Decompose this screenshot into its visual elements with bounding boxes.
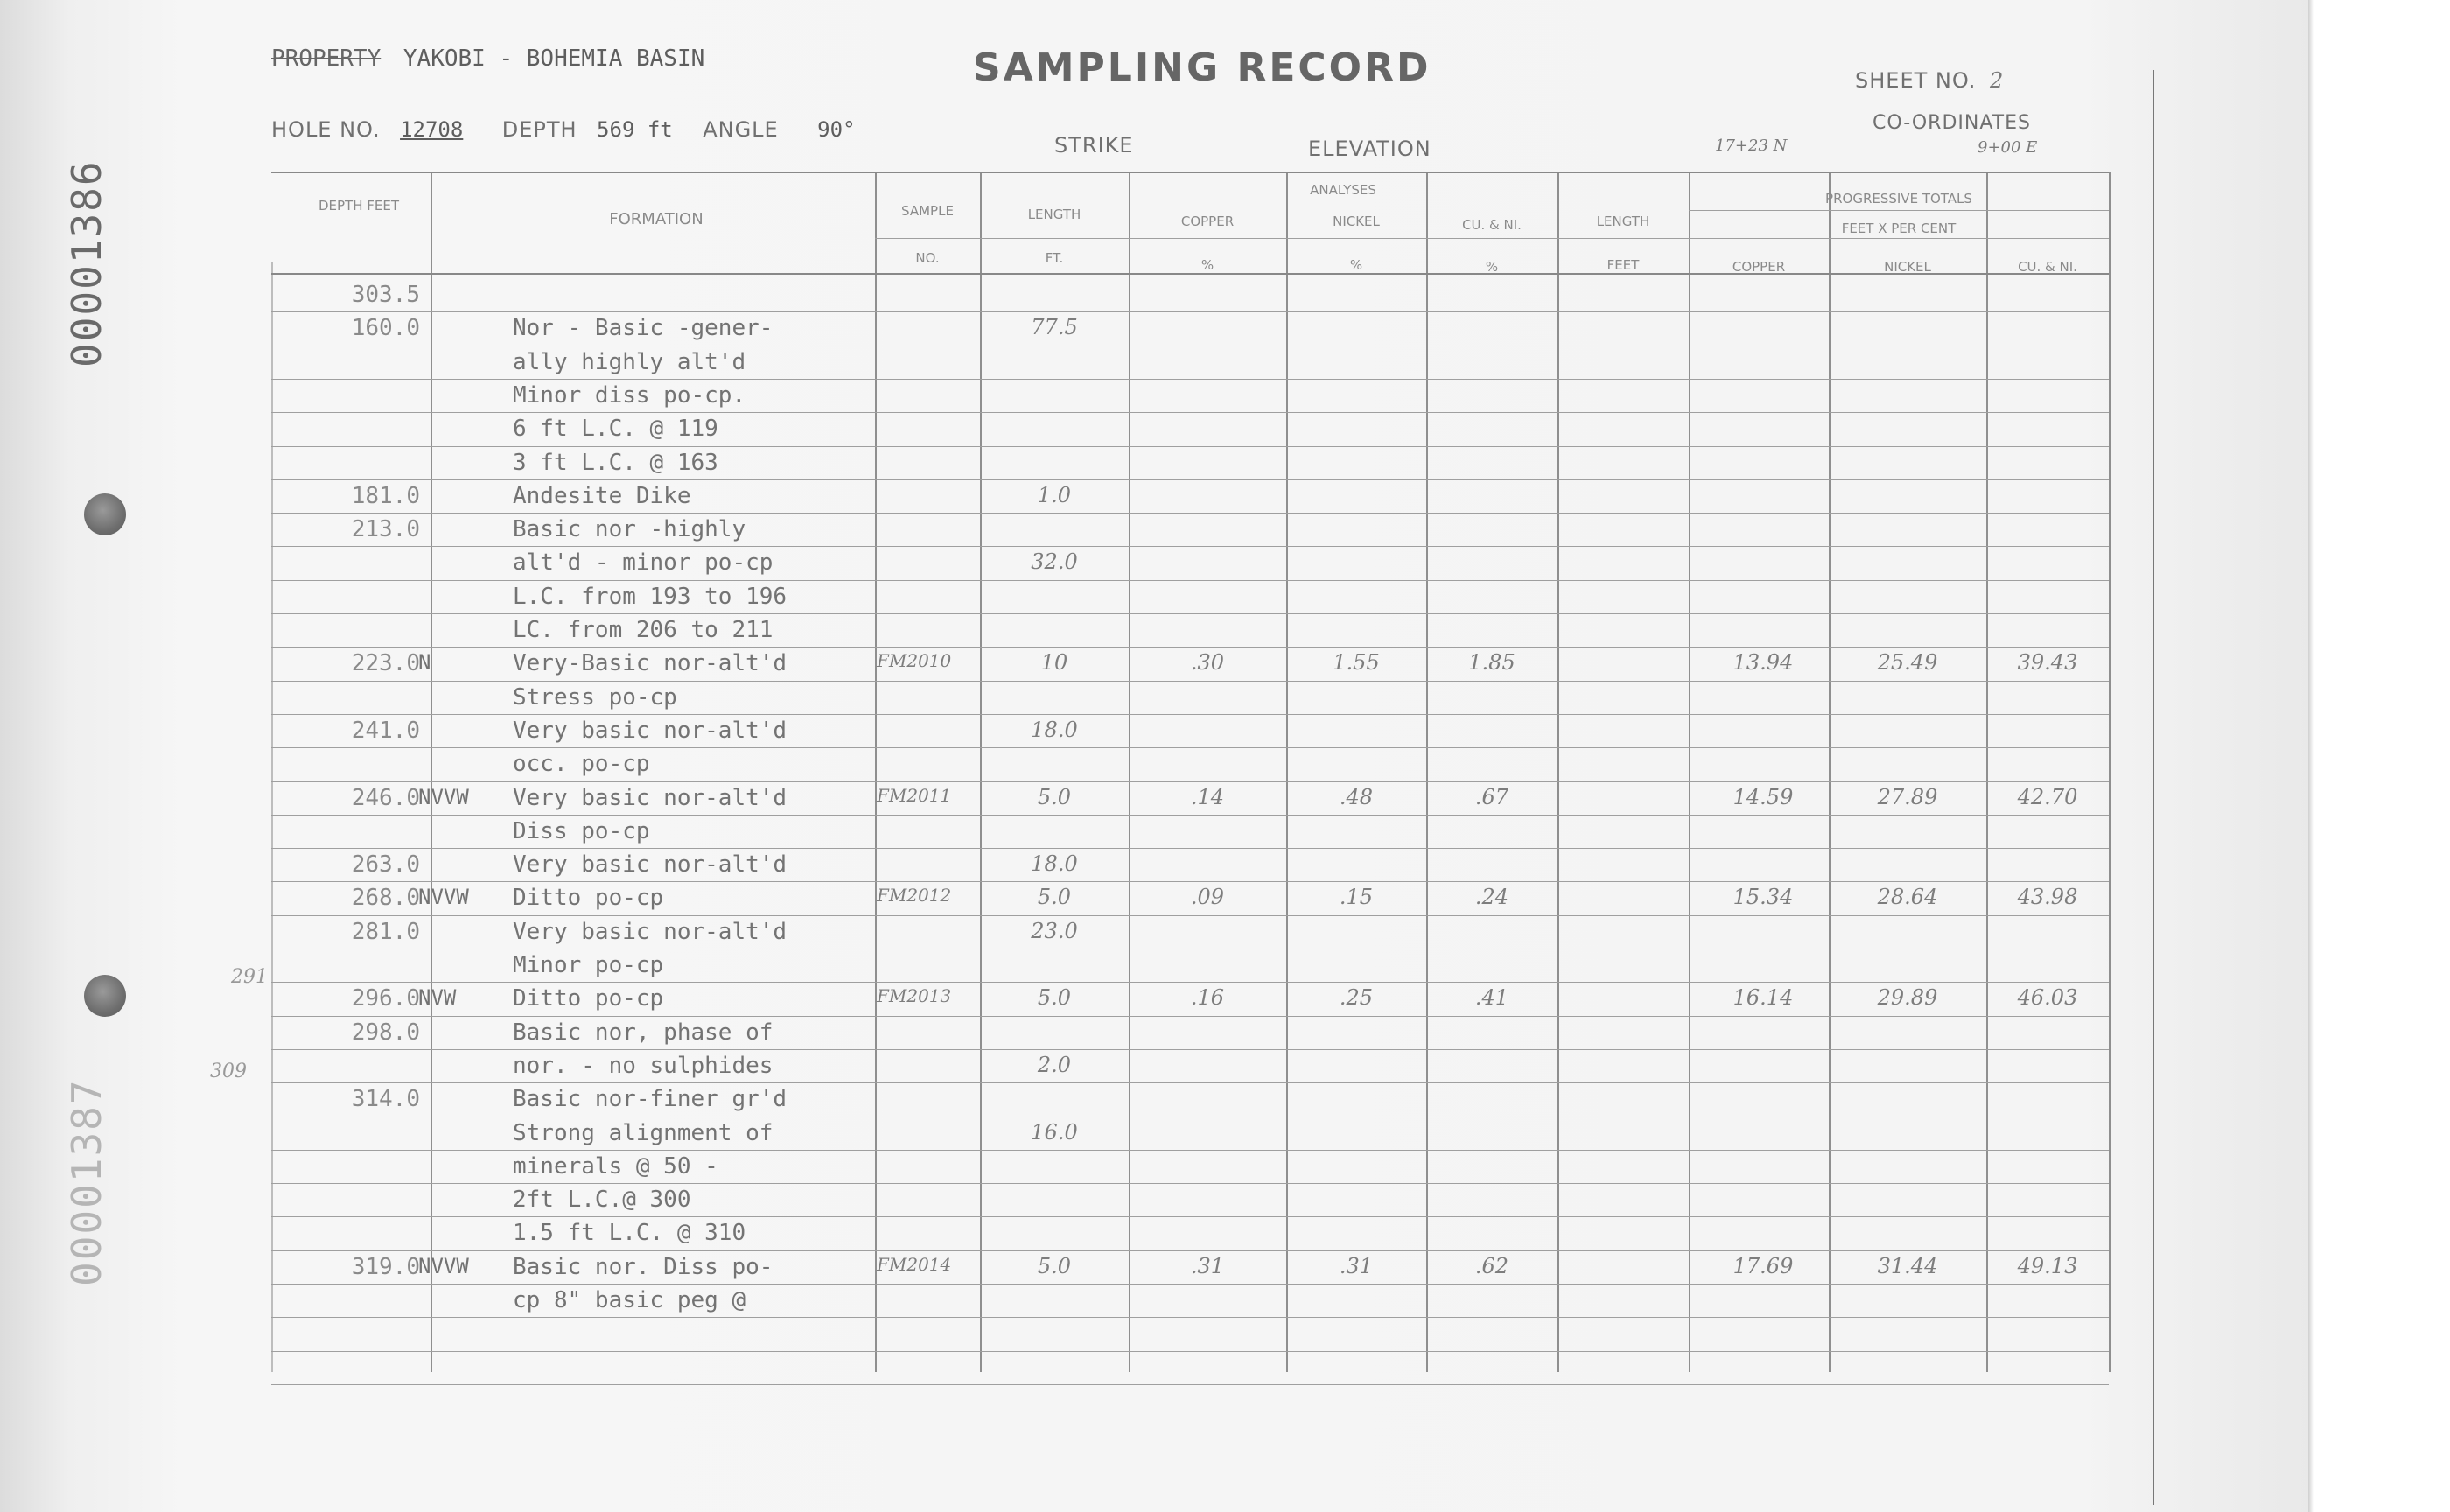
table-row-rule bbox=[271, 1116, 2109, 1117]
hole-value: 12708 bbox=[400, 117, 464, 142]
table-cell-formation: Very basic nor-alt'd bbox=[513, 784, 788, 811]
table-cell-depth: 298.0 bbox=[351, 1018, 420, 1046]
table-cell-pcu: 15.34 bbox=[1732, 885, 1794, 910]
table-cell-formation: nor. - no sulphides bbox=[513, 1052, 774, 1079]
depth-label: DEPTH bbox=[501, 117, 578, 142]
col-formation: FORMATION bbox=[609, 210, 704, 228]
table-row-rule bbox=[271, 546, 2109, 547]
table-cell-depth: 281.0 bbox=[351, 918, 420, 945]
table-row-rule bbox=[271, 714, 2109, 715]
table-cell-formation: Nor - Basic -gener- bbox=[513, 315, 774, 342]
grid-column-rule bbox=[980, 172, 982, 1372]
property-label: PROPERTY bbox=[271, 46, 382, 72]
table-row-rule bbox=[271, 379, 2109, 380]
table-row-rule bbox=[271, 1016, 2109, 1017]
sheet-value: 2 bbox=[1990, 68, 2004, 93]
grid-column-rule bbox=[430, 172, 432, 1372]
col-cuni-sub: % bbox=[1485, 259, 1499, 275]
table-cell-length: 16.0 bbox=[1031, 1119, 1078, 1144]
table-cell-pni: 29.89 bbox=[1877, 985, 1938, 1011]
table-cell-formation: Very basic nor-alt'd bbox=[513, 851, 788, 878]
table-cell-code: NVVW bbox=[418, 1253, 469, 1278]
table-cell-code: NVVW bbox=[418, 784, 469, 809]
table-row-rule bbox=[271, 815, 2109, 816]
col-copper-sub: % bbox=[1200, 257, 1214, 273]
table-row-rule bbox=[271, 580, 2109, 581]
table-row-rule bbox=[271, 948, 2109, 949]
table-cell-cu: .30 bbox=[1190, 650, 1225, 676]
col-prog-cuni: CU. & NI. bbox=[2018, 259, 2077, 275]
grid-column-rule bbox=[1986, 172, 1988, 1372]
table-row-rule bbox=[271, 446, 2109, 447]
grid-column-rule bbox=[1829, 172, 1830, 1372]
table-cell-formation: Minor diss po-cp. bbox=[513, 382, 746, 409]
table-cell-sample: FM2010 bbox=[877, 650, 952, 672]
margin-note-309: 309 bbox=[210, 1060, 247, 1082]
table-cell-formation: Basic nor -highly bbox=[513, 516, 746, 543]
property-value: YAKOBI - BOHEMIA BASIN bbox=[402, 46, 705, 72]
table-row-rule bbox=[271, 1082, 2109, 1083]
table-cell-pcuni: 43.98 bbox=[2017, 885, 2078, 910]
col-progressive-sub: FEET X PER CENT bbox=[1841, 220, 1956, 236]
table-cell-formation: LC. from 206 to 211 bbox=[513, 617, 774, 643]
table-cell-length: 18.0 bbox=[1031, 851, 1078, 877]
strike-label: STRIKE bbox=[1054, 133, 1134, 158]
punch-hole-upper bbox=[84, 494, 126, 536]
sheet-label: SHEET NO. bbox=[1855, 68, 1977, 93]
table-cell-pcu: 14.59 bbox=[1732, 784, 1794, 809]
table-cell-pcu: 16.14 bbox=[1732, 985, 1794, 1011]
table-cell-code: N bbox=[418, 650, 431, 676]
table-cell-code: NVVW bbox=[418, 885, 469, 910]
col-prog-nickel: NICKEL bbox=[1884, 259, 1931, 275]
table-cell-cuni: .67 bbox=[1474, 784, 1509, 809]
table-cell-length: 10 bbox=[1040, 650, 1068, 676]
angle-value: 90° bbox=[817, 117, 856, 142]
page-right-rule bbox=[2152, 70, 2154, 1505]
table-cell-pcu: 13.94 bbox=[1732, 650, 1794, 676]
page-title: SAMPLING RECORD bbox=[973, 46, 1432, 90]
table-cell-depth: 268.0 bbox=[351, 885, 420, 912]
depth-value: 569 ft bbox=[597, 117, 673, 142]
coordinates-label: CO-ORDINATES bbox=[1872, 112, 2031, 134]
table-cell-depth: 314.0 bbox=[351, 1086, 420, 1113]
hole-info-line bbox=[271, 117, 856, 142]
table-cell-formation: Ditto po-cp bbox=[513, 885, 664, 912]
table-cell-length: 5.0 bbox=[1037, 1253, 1072, 1278]
table-cell-formation: Strong alignment of bbox=[513, 1119, 774, 1146]
hole-label: HOLE NO. bbox=[271, 117, 381, 142]
document-number-stamp: 00001386 bbox=[63, 159, 110, 368]
table-row-rule bbox=[271, 1150, 2109, 1151]
table-cell-formation: Basic nor-finer gr'd bbox=[513, 1086, 788, 1113]
table-cell-formation: Diss po-cp bbox=[513, 817, 650, 844]
table-cell-sample: FM2014 bbox=[877, 1253, 952, 1275]
table-cell-cu: .31 bbox=[1190, 1253, 1225, 1278]
table-cell-formation: minerals @ 50 - bbox=[513, 1152, 718, 1180]
table-cell-pni: 28.64 bbox=[1877, 885, 1938, 910]
table-cell-cuni: .24 bbox=[1474, 885, 1509, 910]
table-cell-pni: 27.89 bbox=[1877, 784, 1938, 809]
table-cell-ni: 1.55 bbox=[1333, 650, 1380, 676]
table-row-rule bbox=[271, 781, 2109, 782]
col-length2-sub: FEET bbox=[1606, 257, 1640, 273]
table-cell-depth: 160.0 bbox=[351, 315, 420, 342]
table-cell-formation: 2ft L.C.@ 300 bbox=[513, 1186, 691, 1214]
table-cell-depth: 296.0 bbox=[351, 985, 420, 1012]
col-prog-copper: COPPER bbox=[1732, 259, 1786, 275]
table-cell-length: 23.0 bbox=[1031, 918, 1078, 943]
table-cell-formation: L.C. from 193 to 196 bbox=[513, 583, 788, 610]
table-row-rule bbox=[271, 647, 2109, 648]
table-cell-formation: Stress po-cp bbox=[513, 683, 677, 710]
table-cell-cu: .16 bbox=[1190, 985, 1225, 1011]
table-row-rule bbox=[271, 982, 2109, 983]
table-cell-ni: .25 bbox=[1339, 985, 1374, 1011]
table-cell-cuni: .62 bbox=[1474, 1253, 1509, 1278]
table-cell-cuni: 1.85 bbox=[1468, 650, 1516, 676]
table-cell-cu: .14 bbox=[1190, 784, 1225, 809]
col-copper: COPPER bbox=[1180, 214, 1235, 229]
table-cell-pcu: 17.69 bbox=[1732, 1253, 1794, 1278]
table-cell-depth: 223.0 bbox=[351, 650, 420, 677]
table-cell-ni: .48 bbox=[1339, 784, 1374, 809]
table-cell-ni: .31 bbox=[1339, 1253, 1374, 1278]
table-cell-formation: Very basic nor-alt'd bbox=[513, 717, 788, 744]
coordinate-east: 9+00 E bbox=[1978, 138, 2038, 157]
table-row-rule bbox=[271, 1351, 2109, 1352]
table-cell-length: 5.0 bbox=[1037, 885, 1072, 910]
grid-column-rule bbox=[271, 262, 273, 1372]
table-cell-depth: 213.0 bbox=[351, 516, 420, 543]
table-cell-cu: .09 bbox=[1190, 885, 1225, 910]
table-cell-formation: Andesite Dike bbox=[513, 482, 691, 509]
document-number-stamp-faint: 00001387 bbox=[63, 1078, 110, 1286]
table-cell-ni: .15 bbox=[1339, 885, 1374, 910]
table-cell-pcuni: 49.13 bbox=[2017, 1253, 2078, 1278]
grid-header-rule bbox=[1689, 210, 2109, 211]
table-cell-depth: 241.0 bbox=[351, 717, 420, 744]
table-cell-length: 5.0 bbox=[1037, 784, 1072, 809]
table-cell-pni: 31.44 bbox=[1877, 1253, 1938, 1278]
grid-header-rule bbox=[271, 172, 2109, 173]
table-row-rule bbox=[271, 1049, 2109, 1050]
table-cell-formation: 1.5 ft L.C. @ 310 bbox=[513, 1220, 746, 1247]
col-depth: DEPTH FEET bbox=[318, 198, 400, 214]
table-cell-sample: FM2012 bbox=[877, 885, 952, 906]
col-sample: SAMPLE bbox=[901, 203, 954, 219]
grid-header-rule bbox=[875, 238, 2109, 239]
grid-column-rule bbox=[2109, 172, 2110, 1372]
grid-column-rule bbox=[1689, 172, 1690, 1372]
table-cell-length: 5.0 bbox=[1037, 985, 1072, 1011]
table-row-rule bbox=[271, 681, 2109, 682]
table-cell-formation: 3 ft L.C. @ 163 bbox=[513, 449, 718, 476]
table-row-rule bbox=[271, 747, 2109, 748]
coordinate-north: 17+23 N bbox=[1715, 136, 1788, 155]
table-cell-length: 77.5 bbox=[1031, 315, 1078, 340]
col-length2: LENGTH bbox=[1596, 214, 1650, 229]
col-progressive: PROGRESSIVE TOTALS bbox=[1825, 191, 1972, 206]
table-cell-depth: 246.0 bbox=[351, 784, 420, 811]
table-cell-formation: Very-Basic nor-alt'd bbox=[513, 650, 788, 677]
table-cell-code: NVW bbox=[418, 985, 457, 1011]
table-row-rule bbox=[271, 1317, 2109, 1318]
col-sample-sub: NO. bbox=[915, 250, 940, 266]
table-cell-depth: 303.5 bbox=[351, 282, 420, 308]
table-cell-formation: occ. po-cp bbox=[513, 751, 650, 778]
table-cell-formation: Ditto po-cp bbox=[513, 985, 664, 1012]
grid-column-rule bbox=[1129, 172, 1130, 1372]
grid-column-rule bbox=[1558, 172, 1559, 1372]
col-length-sub: FT. bbox=[1045, 250, 1064, 266]
col-nickel-sub: % bbox=[1349, 257, 1363, 273]
table-cell-formation: Minor po-cp bbox=[513, 952, 664, 978]
table-cell-formation: cp 8" basic peg @ bbox=[513, 1287, 746, 1313]
table-row-rule bbox=[271, 513, 2109, 514]
table-cell-formation: Very basic nor-alt'd bbox=[513, 918, 788, 945]
table-row-rule bbox=[271, 1216, 2109, 1217]
table-cell-pcuni: 42.70 bbox=[2017, 784, 2078, 809]
grid-column-rule bbox=[1286, 172, 1288, 1372]
table-row-rule bbox=[271, 412, 2109, 413]
table-cell-length: 18.0 bbox=[1031, 717, 1078, 742]
table-cell-pcuni: 39.43 bbox=[2017, 650, 2078, 676]
table-cell-formation: 6 ft L.C. @ 119 bbox=[513, 416, 718, 443]
table-row-rule bbox=[271, 848, 2109, 849]
grid-column-rule bbox=[1426, 172, 1428, 1372]
table-cell-length: 32.0 bbox=[1031, 550, 1078, 575]
table-cell-formation: alt'd - minor po-cp bbox=[513, 550, 774, 577]
col-analyses: ANALYSES bbox=[1310, 182, 1376, 198]
col-length: LENGTH bbox=[1027, 206, 1082, 222]
elevation-label: ELEVATION bbox=[1308, 136, 1432, 161]
table-cell-cuni: .41 bbox=[1474, 985, 1509, 1011]
sheet-number bbox=[1855, 68, 2003, 93]
table-cell-depth: 319.0 bbox=[351, 1253, 420, 1280]
table-cell-sample: FM2013 bbox=[877, 985, 952, 1007]
col-cuni: CU. & NI. bbox=[1462, 217, 1522, 233]
table-cell-formation: Basic nor. Diss po- bbox=[513, 1253, 774, 1280]
table-cell-depth: 181.0 bbox=[351, 482, 420, 509]
grid-column-rule bbox=[875, 172, 877, 1372]
table-row-rule bbox=[271, 1384, 2109, 1385]
page-edge bbox=[2308, 0, 2314, 1512]
table-row-rule bbox=[271, 1183, 2109, 1184]
table-cell-pni: 25.49 bbox=[1877, 650, 1938, 676]
table-cell-depth: 263.0 bbox=[351, 851, 420, 878]
table-row-rule bbox=[271, 881, 2109, 882]
angle-label: ANGLE bbox=[703, 117, 779, 142]
table-row-rule bbox=[271, 613, 2109, 614]
property-line bbox=[271, 46, 704, 72]
table-cell-length: 2.0 bbox=[1037, 1052, 1072, 1077]
table-cell-formation: ally highly alt'd bbox=[513, 348, 746, 375]
table-cell-length: 1.0 bbox=[1037, 482, 1072, 508]
table-cell-pcuni: 46.03 bbox=[2017, 985, 2078, 1011]
table-row-rule bbox=[271, 1250, 2109, 1251]
table-cell-formation: Basic nor, phase of bbox=[513, 1018, 774, 1046]
table-cell-sample: FM2011 bbox=[877, 784, 952, 806]
table-row-rule bbox=[271, 915, 2109, 916]
margin-note-291: 291 bbox=[231, 966, 268, 988]
col-nickel: NICKEL bbox=[1333, 214, 1380, 229]
punch-hole-lower bbox=[84, 975, 126, 1017]
